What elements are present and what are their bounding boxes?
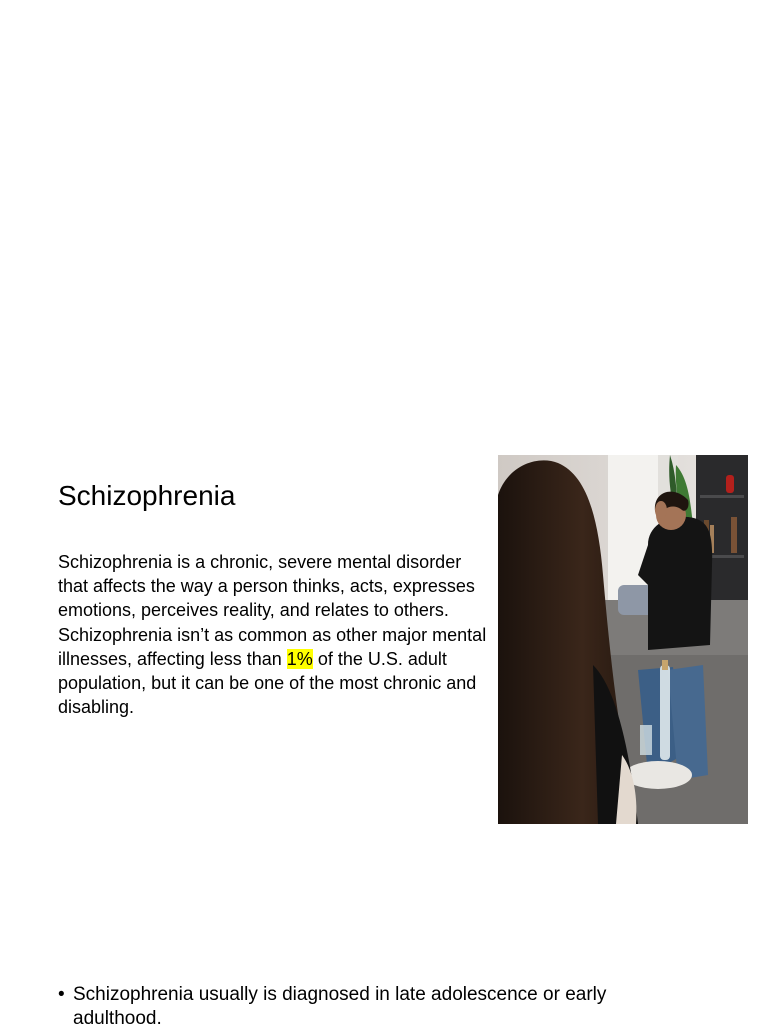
slide-schizophrenia-bullets <box>0 900 768 1029</box>
schizophrenia-paragraph <box>58 550 494 719</box>
paragraph-text-before: Schizophrenia is a chronic, severe mental disorder that affects the way a person thinks, acts, expresses emotions, perceives reality, and relates to others. Schizophrenia isn’t as common as other major mental illnesses, affecting less than <box>58 552 487 669</box>
paragraph-text-after: of the U.S. adult population, but it can be one of the most chronic and disabling. <box>58 648 477 718</box>
therapy-session-photo <box>498 455 748 824</box>
schizophrenia-heading: Schizophrenia <box>58 480 236 511</box>
highlighted-percent: 1% <box>286 648 313 669</box>
bullet-symbol: • <box>58 984 65 1005</box>
therapy-photo-illustration <box>498 455 748 824</box>
bullet-text-diagnosis: Schizophrenia usually is diagnosed in late adolescence or early adulthood. <box>73 984 607 1029</box>
